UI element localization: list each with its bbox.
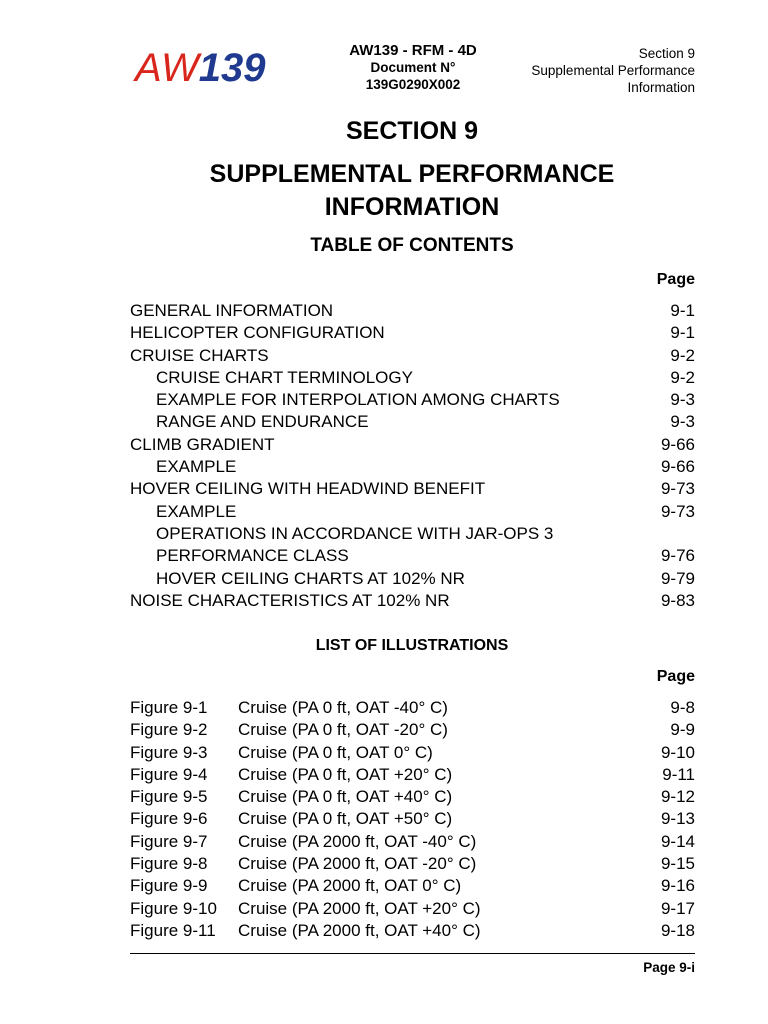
- toc-entry-page: 9-83: [660, 590, 695, 610]
- toc-entry-text: EXAMPLE: [156, 457, 237, 477]
- section-line-2: Supplemental Performance: [531, 63, 695, 78]
- figure-entry[interactable]: [130, 786, 695, 808]
- toc-page-label: Page: [656, 271, 695, 288]
- figure-page: 9-8: [670, 698, 695, 717]
- toc-entry[interactable]: [130, 367, 695, 389]
- section-line-1: Section 9: [638, 46, 695, 61]
- figure-entry[interactable]: [130, 808, 695, 830]
- figure-caption: Cruise (PA 0 ft, OAT 0° C): [238, 742, 433, 762]
- figure-entry[interactable]: [130, 742, 695, 764]
- footer-divider: [130, 953, 695, 954]
- figure-number: Figure 9-3: [130, 742, 208, 762]
- toc-entry-page: 9-73: [660, 501, 695, 521]
- toc-entry-text-line-2: PERFORMANCE CLASS: [156, 546, 349, 566]
- toc-entry-text: HOVER CEILING WITH HEADWIND BENEFIT: [130, 479, 486, 499]
- illustrations-page-label: Page: [656, 668, 695, 685]
- toc-entry-page: 9-73: [660, 479, 695, 499]
- toc-entry-text: EXAMPLE FOR INTERPOLATION AMONG CHARTS: [156, 390, 560, 410]
- figure-entry[interactable]: [130, 719, 695, 741]
- toc-entry[interactable]: [130, 300, 695, 322]
- figure-page: 9-14: [660, 831, 695, 851]
- toc-entry[interactable]: [130, 568, 695, 590]
- figure-page: 9-10: [660, 742, 695, 762]
- toc-entry-page: 9-79: [660, 568, 695, 588]
- figure-entry[interactable]: [130, 764, 695, 786]
- toc-entry-text: CLIMB GRADIENT: [130, 434, 275, 454]
- figure-caption: Cruise (PA 2000 ft, OAT +20° C): [238, 898, 481, 918]
- figure-page: 9-13: [660, 809, 695, 829]
- toc-entry[interactable]: [130, 523, 695, 568]
- illustrations-heading: LIST OF ILLUSTRATIONS: [315, 637, 509, 654]
- figure-entry[interactable]: [130, 831, 695, 853]
- toc-entry[interactable]: [130, 501, 695, 523]
- toc-heading: TABLE OF CONTENTS: [310, 235, 514, 256]
- toc-entry-text: HOVER CEILING CHARTS AT 102% NR: [156, 568, 465, 588]
- figure-caption: Cruise (PA 0 ft, OAT +20° C): [238, 764, 453, 784]
- section-id-block: [475, 45, 695, 96]
- toc-entry[interactable]: [130, 434, 695, 456]
- toc-entry-page: 9-1: [670, 323, 695, 343]
- figure-entry[interactable]: [130, 920, 695, 942]
- toc-entry-text: [130, 523, 553, 568]
- figure-number: Figure 9-6: [130, 809, 208, 829]
- figure-number: Figure 9-4: [130, 764, 208, 784]
- toc-entry[interactable]: [130, 345, 695, 367]
- figure-caption: Cruise (PA 0 ft, OAT -20° C): [238, 720, 448, 740]
- toc-entry[interactable]: [130, 411, 695, 433]
- list-of-illustrations: [130, 697, 695, 942]
- figure-page: 9-17: [660, 898, 695, 918]
- figure-number: Figure 9-5: [130, 787, 208, 807]
- figure-number: Figure 9-1: [130, 698, 208, 717]
- toc-entry-text: HELICOPTER CONFIGURATION: [130, 323, 385, 343]
- toc-entry-page: 9-66: [660, 457, 695, 477]
- toc-entry-page: 9-3: [670, 390, 695, 410]
- figure-number: Figure 9-7: [130, 831, 208, 851]
- toc-entry-text: RANGE AND ENDURANCE: [156, 412, 369, 432]
- figure-page: 9-11: [662, 764, 695, 784]
- section-subtitle: [0, 158, 768, 224]
- toc-entry[interactable]: [130, 322, 695, 344]
- figure-entry[interactable]: [130, 853, 695, 875]
- figure-entry[interactable]: [130, 697, 695, 719]
- subtitle-line-1: SUPPLEMENTAL PERFORMANCE: [209, 160, 615, 188]
- page-number: Page 9-i: [643, 960, 695, 975]
- aw139-logo: [135, 44, 265, 92]
- logo-prefix: AW: [135, 46, 199, 90]
- toc-entry-text: NOISE CHARACTERISTICS AT 102% NR: [130, 590, 450, 610]
- figure-page: 9-12: [660, 787, 695, 807]
- figure-page: 9-9: [670, 720, 695, 740]
- toc-entry-text: CRUISE CHARTS: [130, 345, 269, 365]
- doc-line-2: Document N°: [370, 60, 456, 75]
- toc-entry[interactable]: [130, 456, 695, 478]
- figure-caption: Cruise (PA 0 ft, OAT +50° C): [238, 809, 453, 829]
- toc-entry[interactable]: [130, 590, 695, 612]
- section-title: SECTION 9: [346, 117, 478, 145]
- section-line-3: Information: [627, 80, 695, 95]
- toc-entry-page: 9-1: [670, 301, 695, 320]
- toc-entry-page: 9-3: [670, 412, 695, 432]
- toc-entry-text: GENERAL INFORMATION: [130, 301, 334, 320]
- figure-page: 9-15: [660, 854, 695, 874]
- toc-entry-page: 9-76: [660, 546, 695, 566]
- figure-page: 9-16: [660, 876, 695, 896]
- toc-entry-page: 9-2: [670, 367, 695, 387]
- figure-caption: Cruise (PA 2000 ft, OAT -20° C): [238, 854, 477, 874]
- toc-entry[interactable]: [130, 478, 695, 500]
- toc-entry-text-line-1: OPERATIONS IN ACCORDANCE WITH JAR-OPS 3: [156, 523, 554, 543]
- figure-entry[interactable]: [130, 898, 695, 920]
- figure-page: 9-18: [660, 920, 695, 940]
- toc-entry-page: 9-2: [670, 345, 695, 365]
- toc-entry[interactable]: [130, 389, 695, 411]
- figure-caption: Cruise (PA 0 ft, OAT -40° C): [238, 698, 448, 717]
- logo-number: 139: [198, 46, 266, 90]
- figure-caption: Cruise (PA 2000 ft, OAT 0° C): [238, 876, 462, 896]
- doc-line-1: AW139 - RFM - 4D: [349, 42, 477, 59]
- figure-number: Figure 9-9: [130, 876, 208, 896]
- figure-caption: Cruise (PA 0 ft, OAT +40° C): [238, 787, 453, 807]
- toc-entry-text: EXAMPLE: [156, 501, 237, 521]
- figure-caption: Cruise (PA 2000 ft, OAT -40° C): [238, 831, 477, 851]
- figure-number: Figure 9-11: [130, 920, 216, 940]
- table-of-contents: [130, 300, 695, 612]
- toc-entry-text: CRUISE CHART TERMINOLOGY: [156, 367, 413, 387]
- doc-line-3: 139G0290X002: [365, 77, 461, 92]
- figure-number: Figure 9-8: [130, 854, 208, 874]
- subtitle-line-2: INFORMATION: [324, 193, 500, 221]
- figure-caption: Cruise (PA 2000 ft, OAT +40° C): [238, 920, 481, 940]
- figure-entry[interactable]: [130, 875, 695, 897]
- figure-number: Figure 9-10: [130, 898, 217, 918]
- toc-entry-page: 9-66: [660, 434, 695, 454]
- figure-number: Figure 9-2: [130, 720, 208, 740]
